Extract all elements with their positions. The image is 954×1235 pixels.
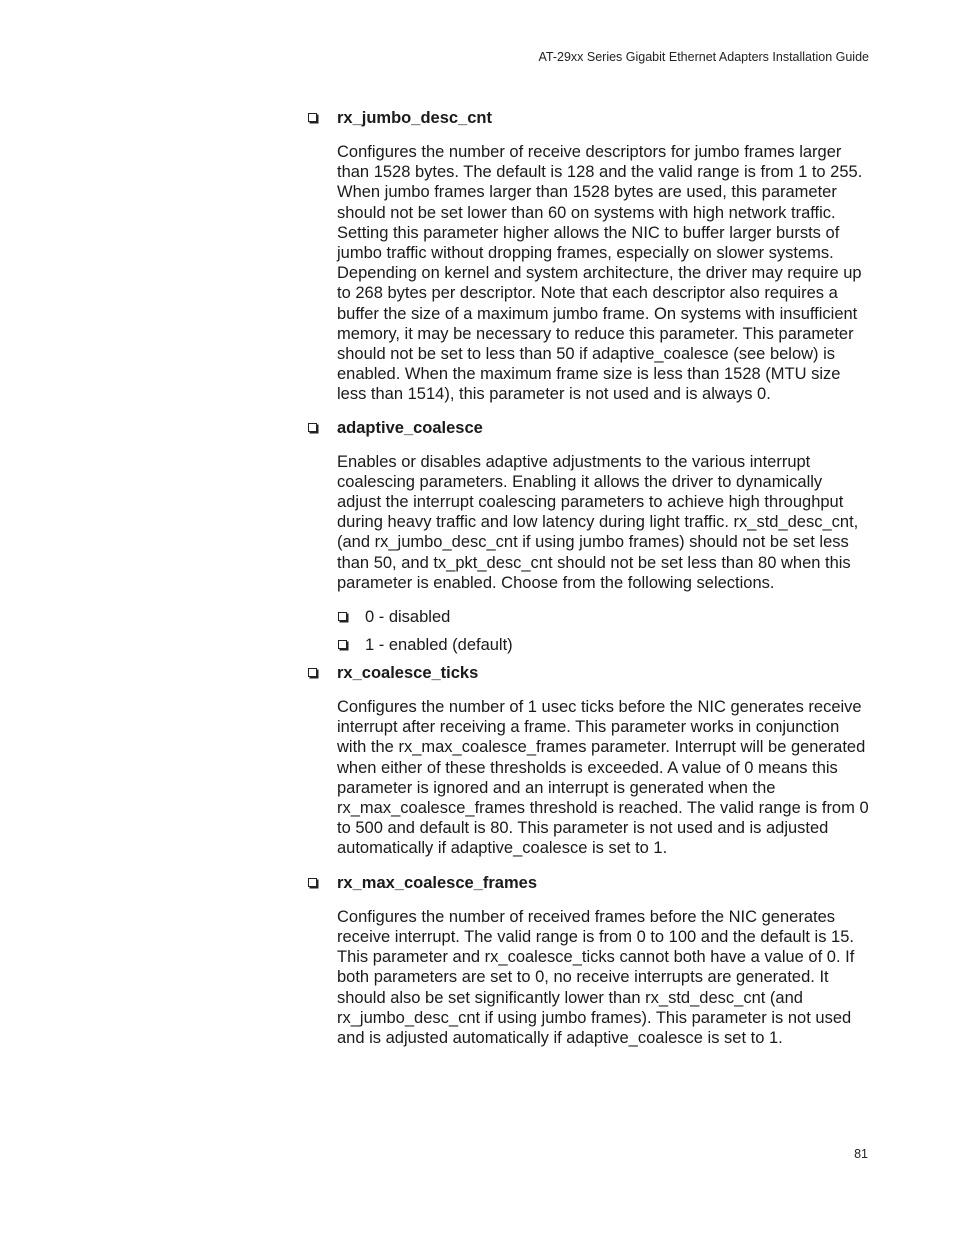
- option-item: [337, 635, 869, 655]
- checkbox-bullet-icon: [338, 612, 347, 621]
- option-label: 1 - enabled (default): [365, 636, 513, 655]
- parameter-name: rx_max_coalesce_frames: [337, 873, 537, 892]
- running-header: AT-29xx Series Gigabit Ethernet Adapters Installation Guide: [538, 50, 869, 64]
- page-number: 81: [854, 1147, 868, 1161]
- parameter-heading-rx-jumbo-desc-cnt: [307, 108, 869, 128]
- parameter-name: rx_coalesce_ticks: [337, 664, 479, 683]
- parameter-description: Configures the number of received frames before the NIC generates receive interrupt. The valid range is from 0 to 100 and the default is 15. This parameter and rx_coalesce_ticks cannot both have a value of 0. If both parameters are set to 0, no receive interrupts are generated. It should also be set significantly lower than rx_std_desc_cnt (and rx_jumbo_desc_cnt if using jumbo frames). This parameter is not used and is adjusted automatically if adaptive_coalesce is set to 1.: [337, 907, 855, 1047]
- parameter-description: Configures the number of receive descriptors for jumbo frames larger than 1528 bytes. The default is 128 and the valid range is from 1 to 255. When jumbo frames larger than 1528 bytes are used, this parameter should not be set lower than 60 on systems with high network traffic. Setting this parameter higher allows the NIC to buffer larger bursts of jumbo traffic without dropping frames, especially on slower systems. Depending on kernel and system architecture, the driver may require up to 268 bytes per descriptor. Note that each descriptor also requires a buffer the size of a maximum jumbo frame. On systems with insufficient memory, it may be necessary to reduce this parameter. This parameter should not be set to less than 50 if adaptive_coalesce (see below) is enabled. When the maximum frame size is less than 1528 (MTU size less than 1514), this parameter is not used and is always 0.: [337, 143, 863, 404]
- option-label: 0 - disabled: [365, 608, 451, 627]
- parameter-heading-adaptive-coalesce: [307, 418, 869, 438]
- option-item: [337, 607, 869, 627]
- checkbox-bullet-icon: [308, 113, 317, 122]
- parameter-heading-rx-coalesce-ticks: [307, 663, 869, 683]
- parameter-description: Configures the number of 1 usec ticks before the NIC generates receive interrupt after receiving a frame. This parameter works in conjunction with the rx_max_coalesce_frames parameter. Interrupt will be generated when either of these thresholds is exceeded. A value of 0 means this parameter is ignored and an interrupt is generated when the rx_max_coalesce_frames threshold is reached. The valid range is from 0 to 500 and default is 80. This parameter is not used and is adjusted automatically if adaptive_coalesce is set to 1.: [337, 698, 869, 858]
- parameter-description: Enables or disables adaptive adjustments to the various interrupt coalescing parameters. Enabling it allows the driver to dynamically adjust the interrupt coalescing parameters to achieve high throughput during heavy traffic and low latency during light traffic. rx_std_desc_cnt, (and rx_jumbo_desc_cnt if using jumbo frames) should not be set less than 50, and tx_pkt_desc_cnt should not be set less than 80 when this parameter is enabled. Choose from the following selections.: [337, 452, 859, 592]
- checkbox-bullet-icon: [308, 668, 317, 677]
- checkbox-bullet-icon: [308, 423, 317, 432]
- option-list: [337, 607, 869, 655]
- parameter-name: adaptive_coalesce: [337, 418, 483, 437]
- parameter-heading-rx-max-coalesce-frames: [307, 873, 869, 893]
- checkbox-bullet-icon: [308, 878, 317, 887]
- parameter-name: rx_jumbo_desc_cnt: [337, 109, 492, 127]
- document-body: [307, 108, 869, 1048]
- checkbox-bullet-icon: [338, 640, 347, 649]
